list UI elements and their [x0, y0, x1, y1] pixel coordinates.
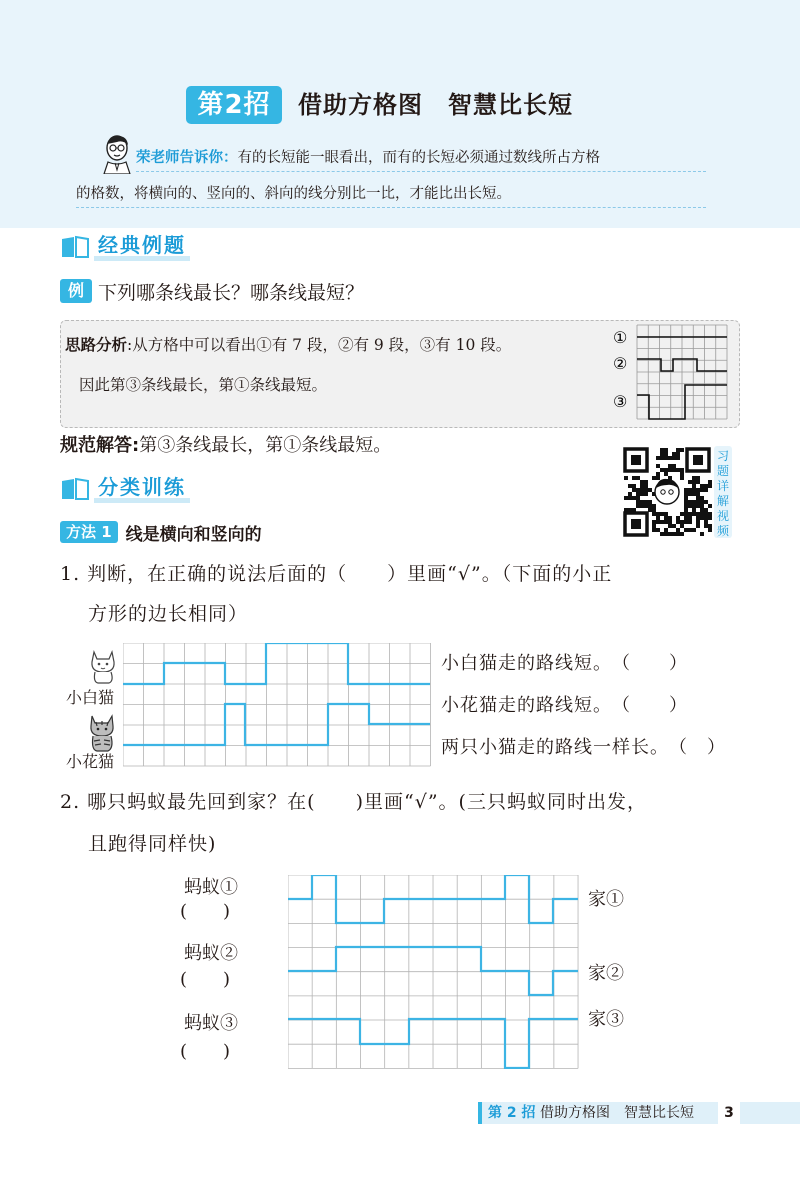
qr-module	[704, 500, 708, 504]
qr-module	[692, 476, 696, 480]
ant-label-1: 蚂蚁①	[184, 877, 238, 898]
qr-module	[708, 512, 712, 516]
qr-module	[632, 484, 636, 488]
example-label-1: ①	[613, 328, 628, 347]
qr-module	[652, 508, 656, 512]
qr-module	[664, 532, 668, 536]
qr-module	[684, 520, 688, 524]
q1-grid	[123, 643, 431, 766]
ant-label-3: 蚂蚁③	[184, 1013, 238, 1034]
qr-module	[684, 492, 688, 496]
qr-module	[660, 520, 664, 524]
qr-module	[696, 480, 700, 484]
qr-module	[632, 496, 636, 500]
qr-module	[660, 532, 664, 536]
tabby-cat-icon	[86, 712, 118, 752]
q1-statement-text-2: 小花猫走的路线短。	[441, 695, 612, 716]
ant-routes-grid	[288, 875, 582, 1069]
method-1-heading	[60, 520, 262, 544]
qr-module	[676, 528, 680, 532]
qr-module	[636, 496, 640, 500]
qr-module	[676, 468, 680, 472]
qr-module	[684, 496, 688, 500]
tip-line-1	[136, 144, 706, 172]
qr-module	[692, 480, 696, 484]
qr-module	[704, 488, 708, 492]
qr-module	[640, 484, 644, 488]
qr-module	[664, 472, 668, 476]
qr-module	[672, 452, 676, 456]
qr-module	[656, 520, 660, 524]
qr-module	[660, 456, 664, 460]
white-cat-icon	[88, 648, 118, 684]
qr-module	[668, 456, 672, 460]
qr-module	[704, 524, 708, 528]
ant-answer-paren-2[interactable]: ( )	[180, 969, 231, 990]
qr-module	[644, 484, 648, 488]
home-label-3: 家③	[588, 1009, 624, 1030]
qr-module	[664, 452, 668, 456]
q1-statement-text-1: 小白猫走的路线短。	[441, 653, 612, 674]
qr-module	[696, 524, 700, 528]
qr-module	[656, 464, 660, 468]
book-icon	[60, 477, 90, 501]
answer-label: 规范解答:	[60, 435, 140, 456]
qr-module	[708, 528, 712, 532]
qr-module	[692, 508, 696, 512]
qr-module	[648, 504, 652, 508]
qr-module	[680, 532, 684, 536]
qr-module	[664, 528, 668, 532]
qr-module	[688, 500, 692, 504]
qr-module	[648, 488, 652, 492]
qr-module	[700, 516, 704, 520]
qr-module	[624, 476, 628, 480]
qr-module	[672, 532, 676, 536]
qr-module	[664, 520, 668, 524]
qr-module	[644, 492, 648, 496]
qr-module	[676, 532, 680, 536]
qr-module	[692, 504, 696, 508]
qr-caption-5: 视	[716, 509, 730, 523]
qr-module	[700, 512, 704, 516]
qr-module	[624, 496, 628, 500]
qr-module	[704, 516, 708, 520]
qr-module	[696, 520, 700, 524]
qr-module	[640, 488, 644, 492]
qr-module	[660, 448, 664, 452]
qr-module	[668, 520, 672, 524]
qr-module	[668, 516, 672, 520]
qr-module	[704, 484, 708, 488]
qr-module	[628, 492, 632, 496]
qr-module	[668, 464, 672, 468]
cat-label-white: 小白猫	[66, 688, 115, 707]
qr-module	[708, 480, 712, 484]
qr-module	[664, 512, 668, 516]
qr-module	[700, 484, 704, 488]
qr-module	[668, 524, 672, 528]
home-label-1: 家①	[588, 889, 624, 910]
cat-routes-grid	[123, 643, 433, 767]
qr-module	[692, 492, 696, 496]
footer-accent-bar	[478, 1102, 482, 1124]
qr-module	[652, 512, 656, 516]
qr-module	[700, 500, 704, 504]
qr-module	[684, 488, 688, 492]
q1-line-2: 方形的边长相同）	[88, 603, 249, 625]
qr-module	[680, 512, 684, 516]
qr-module	[640, 504, 644, 508]
qr-module	[652, 528, 656, 532]
q2-line-2: 且跑得同样快)	[88, 833, 217, 855]
qr-module	[672, 468, 676, 472]
qr-module	[692, 488, 696, 492]
qr-module	[692, 500, 696, 504]
qr-module	[688, 520, 692, 524]
qr-module	[704, 512, 708, 516]
qr-caption-2: 题	[716, 464, 730, 478]
qr-module	[696, 512, 700, 516]
qr-module	[680, 448, 684, 452]
qr-caption-3: 详	[716, 479, 730, 493]
qr-module	[696, 516, 700, 520]
qr-module	[676, 520, 680, 524]
qr-code-icon[interactable]	[622, 446, 732, 538]
qr-module	[644, 500, 648, 504]
qr-module	[656, 456, 660, 460]
page-footer	[478, 1102, 800, 1124]
analysis-line-1	[65, 329, 511, 361]
teacher-icon	[100, 134, 136, 174]
tip-label: 荣老师告诉你：	[136, 150, 238, 166]
qr-module	[664, 448, 668, 452]
section-heading-examples	[60, 232, 190, 262]
qr-module	[708, 504, 712, 508]
q1-statement-1	[441, 650, 690, 678]
cat-label-tabby: 小花猫	[66, 752, 115, 771]
q1-answer-paren-2[interactable]: （ ）	[612, 695, 688, 716]
qr-module	[708, 484, 712, 488]
qr-module	[632, 488, 636, 492]
title-badge: 第2招	[186, 86, 282, 124]
qr-module	[688, 480, 692, 484]
qr-module	[652, 524, 656, 528]
qr-caption-6: 频	[716, 524, 730, 538]
qr-module	[668, 468, 672, 472]
qr-module	[696, 476, 700, 480]
example-question-text: 下列哪条线最长？哪条线最短？	[98, 281, 365, 304]
qr-module	[680, 524, 684, 528]
ant-label-2: 蚂蚁②	[184, 943, 238, 964]
analysis-box	[60, 320, 740, 428]
qr-module	[680, 468, 684, 472]
qr-module	[632, 476, 636, 480]
q1-line-1: 1. 判断，在正确的说法后面的（ ）里画“√”。（下面的小正	[60, 563, 613, 585]
standard-answer	[60, 432, 391, 460]
qr-module	[668, 532, 672, 536]
qr-module	[640, 492, 644, 496]
qr-module	[656, 528, 660, 532]
qr-module	[652, 504, 656, 508]
analysis-text-1: :从方格中可以看出①有 7 段，②有 9 段，③有 10 段。	[127, 336, 512, 354]
section-title-examples: 经典例题	[94, 234, 190, 261]
qr-module	[692, 484, 696, 488]
qr-module	[664, 516, 668, 520]
example-grid	[637, 325, 727, 419]
qr-module	[644, 504, 648, 508]
qr-module	[688, 528, 692, 532]
qr-module	[636, 488, 640, 492]
qr-module	[688, 504, 692, 508]
qr-module	[684, 516, 688, 520]
qr-module	[680, 520, 684, 524]
qr-module	[636, 504, 640, 508]
qr-caption-4: 解	[716, 494, 730, 508]
qr-module	[652, 520, 656, 524]
footer-tag: 第 2 招	[488, 1105, 536, 1121]
qr-module	[656, 476, 660, 480]
example-label-2: ②	[613, 354, 628, 373]
qr-module	[636, 500, 640, 504]
page-number: 3	[718, 1102, 740, 1124]
qr-module	[672, 456, 676, 460]
example-tag: 例	[60, 279, 92, 303]
qr-module	[700, 532, 704, 536]
qr-module	[648, 500, 652, 504]
qr-module	[676, 456, 680, 460]
q1-answer-paren-3[interactable]: （ ）	[669, 737, 726, 758]
ant-answer-paren-3[interactable]: ( )	[180, 1041, 231, 1062]
section-title-practice: 分类训练	[94, 476, 190, 503]
qr-module	[684, 528, 688, 532]
answer-text: 第③条线最长，第①条线最短。	[139, 435, 392, 456]
qr-module	[656, 516, 660, 520]
q1-statement-2	[441, 692, 690, 720]
qr-module	[704, 508, 708, 512]
example-grid-figure	[611, 321, 741, 427]
title-row	[0, 86, 800, 124]
qr-module	[684, 508, 688, 512]
qr-module	[684, 500, 688, 504]
qr-module	[656, 472, 660, 476]
qr-module	[696, 500, 700, 504]
analysis-line-2: 因此第③条线最长，第①条线最短。	[79, 376, 328, 394]
qr-module	[680, 472, 684, 476]
qr-module	[708, 516, 712, 520]
section-heading-practice	[60, 474, 190, 504]
qr-module	[688, 516, 692, 520]
example-question	[60, 276, 364, 306]
qr-module	[700, 508, 704, 512]
qr-module	[652, 476, 656, 480]
qr-module	[640, 500, 644, 504]
qr-module	[660, 468, 664, 472]
qr-module	[628, 484, 632, 488]
qr-module	[688, 488, 692, 492]
qr-module	[636, 476, 640, 480]
qr-module	[688, 512, 692, 516]
qr-caption-1: 习	[716, 449, 730, 463]
qr-module	[692, 512, 696, 516]
qr-module	[660, 452, 664, 456]
analysis-label: 思路分析	[65, 336, 128, 354]
qr-module	[680, 476, 684, 480]
qr-module	[656, 512, 660, 516]
qr-module	[684, 504, 688, 508]
qr-module	[676, 516, 680, 520]
page-title: 借助方格图 智慧比长短	[298, 91, 573, 119]
qr-module	[636, 492, 640, 496]
q1-statement-text-3: 两只小猫走的路线一样长。	[441, 737, 669, 758]
qr-module	[688, 492, 692, 496]
footer-title: 借助方格图 智慧比长短	[540, 1105, 694, 1121]
example-label-3: ③	[613, 392, 628, 411]
q1-answer-paren-1[interactable]: （ ）	[612, 653, 688, 674]
qr-module	[696, 492, 700, 496]
qr-module	[672, 524, 676, 528]
qr-module	[672, 464, 676, 468]
qr-module	[696, 488, 700, 492]
qr-module	[696, 496, 700, 500]
q2-line-1: 2. 哪只蚂蚁最先回到家？在( )里画“√”。(三只蚂蚁同时出发，	[60, 791, 647, 813]
qr-module	[708, 524, 712, 528]
qr-module	[684, 512, 688, 516]
book-icon	[60, 235, 90, 259]
qr-module	[644, 488, 648, 492]
qr-module	[660, 512, 664, 516]
tabby-cat-route	[123, 704, 430, 745]
qr-module	[692, 528, 696, 532]
q1-statement-3	[441, 734, 747, 762]
qr-module	[664, 468, 668, 472]
qr-module	[676, 448, 680, 452]
tip-line-2: 的格数，将横向的、竖向的、斜向的线分别比一比，才能比出长短。	[76, 180, 706, 208]
ant-answer-paren-1[interactable]: ( )	[180, 901, 231, 922]
qr-module	[700, 496, 704, 500]
tip-text-1: 有的长短能一眼看出，而有的长短必须通过数线所占方格	[237, 150, 600, 166]
qr-module	[676, 452, 680, 456]
qr-module	[704, 520, 708, 524]
qr-module	[644, 480, 648, 484]
qr-module	[700, 488, 704, 492]
home-label-2: 家②	[588, 963, 624, 984]
method-tag: 方法 1	[60, 521, 118, 543]
qr-module	[640, 480, 644, 484]
qr-module	[664, 456, 668, 460]
qr-module	[696, 504, 700, 508]
method-title: 线是横向和竖向的	[125, 524, 262, 545]
qr-module	[700, 504, 704, 508]
qr-module	[628, 496, 632, 500]
